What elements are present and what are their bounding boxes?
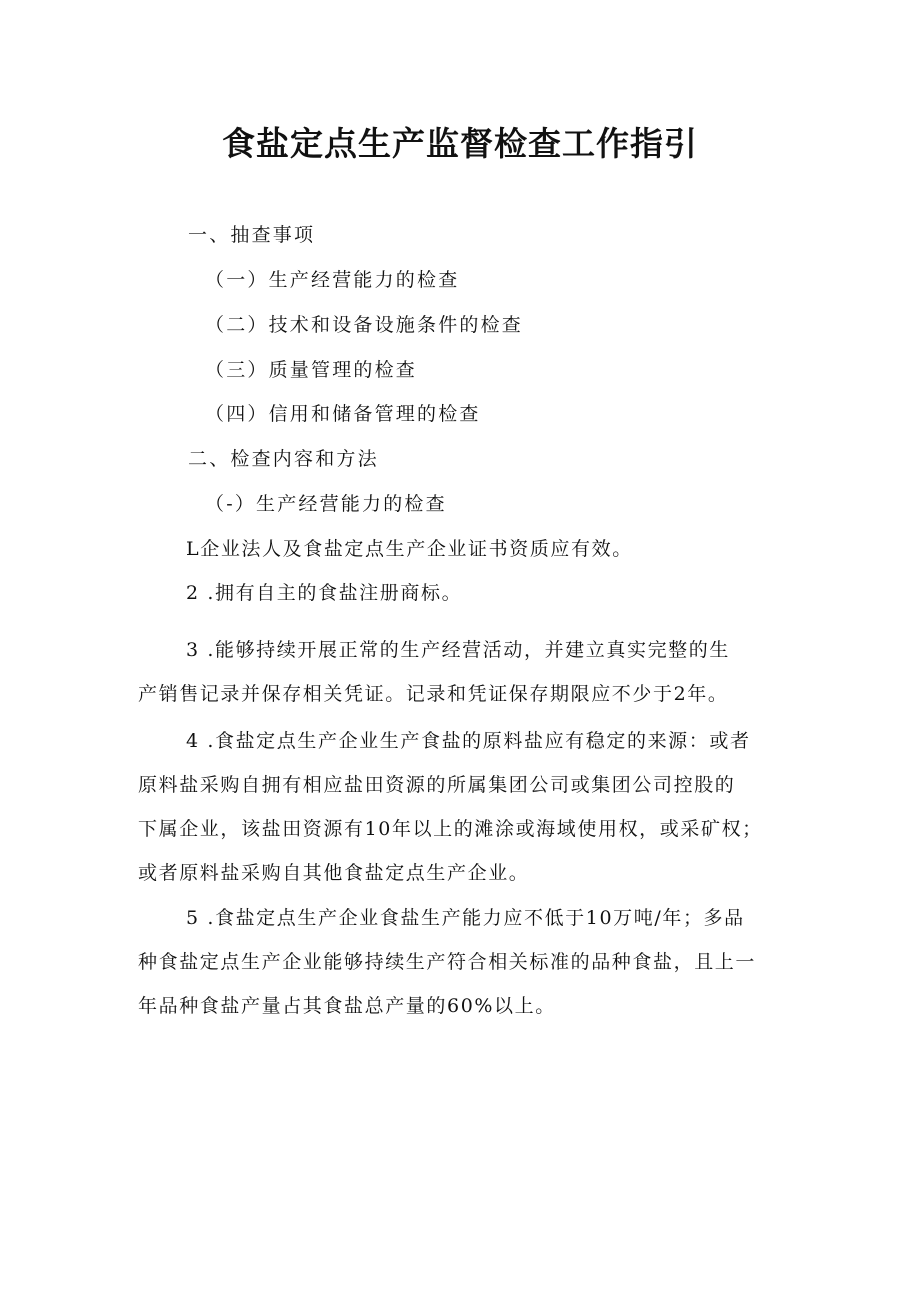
paragraph-line: 2 .拥有自主的食盐注册商标。 xyxy=(186,582,463,604)
inspection-item: （二）技术和设备设施条件的检查 xyxy=(205,314,524,336)
paragraph-line: 5 .食盐定点生产企业食盐生产能力应不低于10万吨/年；多品 xyxy=(186,907,745,929)
paragraph-line: 种食盐定点生产企业能够持续生产符合相关标准的品种食盐，且上一 xyxy=(138,951,757,973)
document-title: 食盐定点生产监督检查工作指引 xyxy=(222,124,698,163)
paragraph-line: 下属企业，该盐田资源有10年以上的滩涂或海域使用权，或采矿权； xyxy=(138,818,763,840)
paragraph-line: 原料盐采购自拥有相应盐田资源的所属集团公司或集团公司控股的 xyxy=(138,774,736,796)
paragraph-line: 产销售记录并保存相关凭证。记录和凭证保存期限应不少于2年。 xyxy=(138,683,729,705)
subsection-heading: （-）生产经营能力的检查 xyxy=(205,493,447,515)
inspection-item: （三）质量管理的检查 xyxy=(205,359,418,381)
paragraph-line: 或者原料盐采购自其他食盐定点生产企业。 xyxy=(138,862,530,884)
inspection-item: （四）信用和储备管理的检查 xyxy=(205,403,481,425)
section-heading-inspection-items: 一、抽查事项 xyxy=(188,224,316,246)
paragraph-line: 年品种食盐产量占其食盐总产量的60%以上。 xyxy=(138,995,556,1017)
section-heading-content-methods: 二、检查内容和方法 xyxy=(188,448,379,470)
paragraph-line: 4 .食盐定点生产企业生产食盐的原料盐应有稳定的来源：或者 xyxy=(186,730,751,752)
inspection-item: （一）生产经营能力的检查 xyxy=(205,269,460,291)
paragraph-line: 3 .能够持续开展正常的生产经营活动，并建立真实完整的生 xyxy=(186,639,730,661)
paragraph-line: L企业法人及食盐定点生产企业证书资质应有效。 xyxy=(186,538,633,560)
